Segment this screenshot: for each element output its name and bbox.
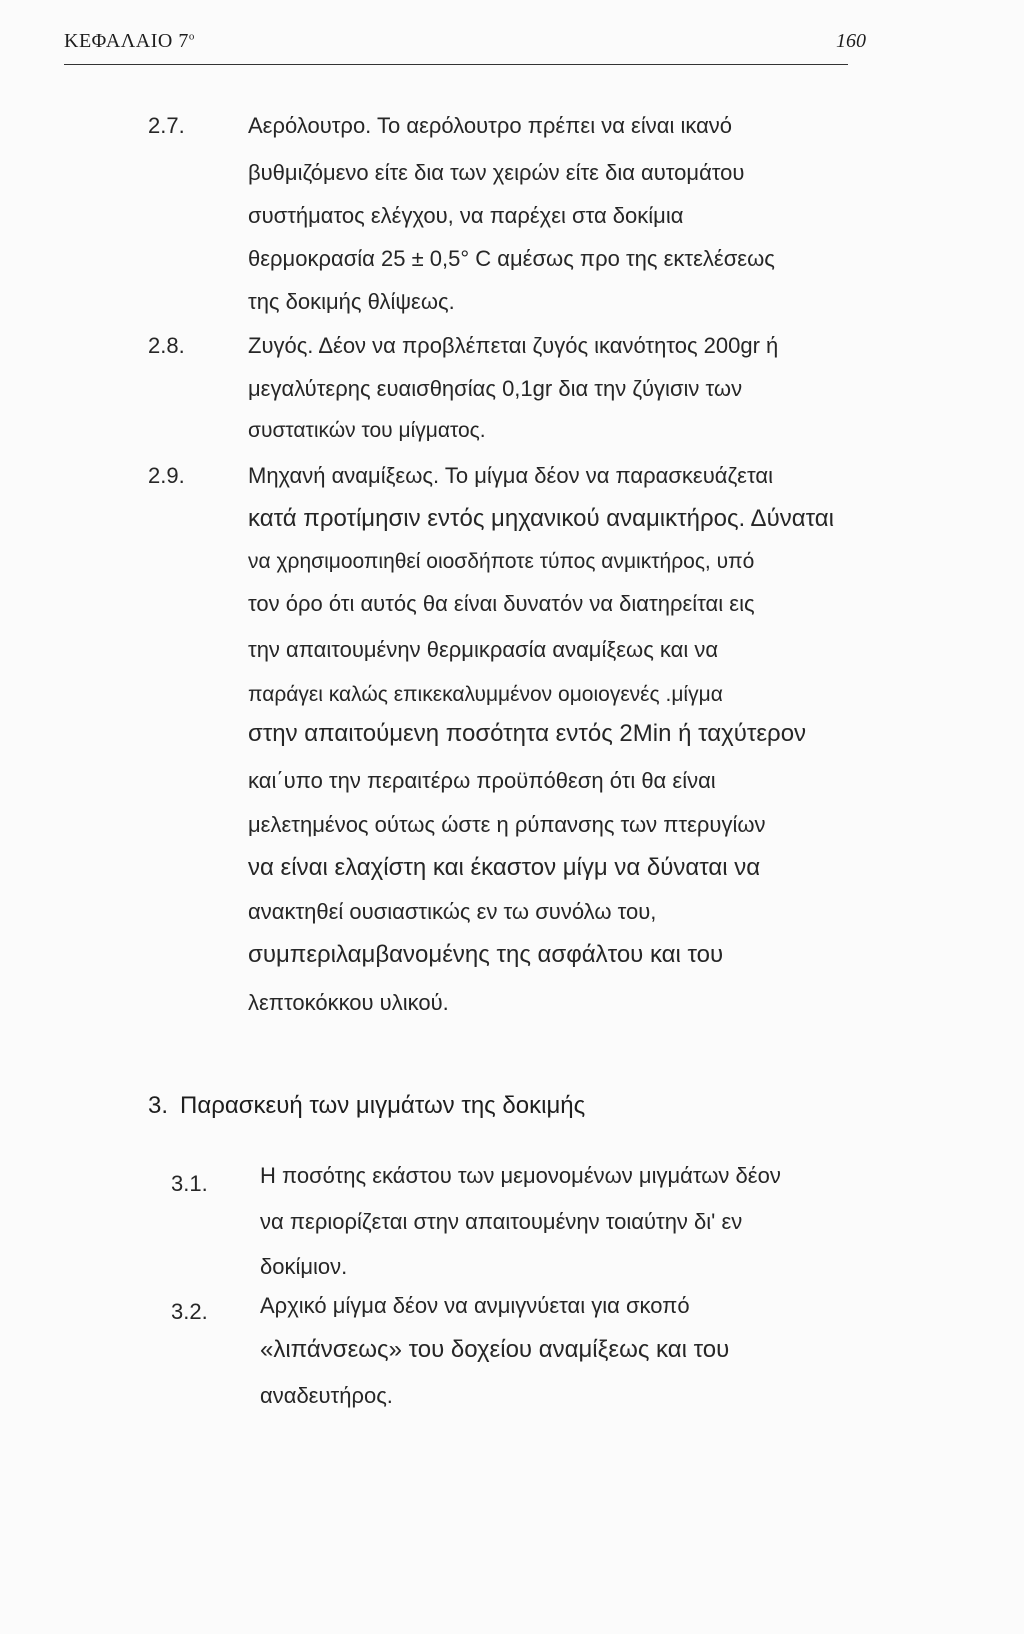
chapter-header [64,30,195,53]
chapter-title: ΚΕΦΑΛΑΙΟ 7 [64,30,189,52]
paragraph-line: Αρχικό μίγμα δέον να ανμιγνύεται για σκοπό [260,1293,690,1318]
paragraph-line: «λιπάνσεως» του δοχείου αναμίξεως και του [260,1336,730,1363]
paragraph-line: συστατικών του μίγματος. [248,419,486,442]
paragraph-line: Αερόλουτρο. Το αερόλουτρο πρέπει να είναι ικανό [248,113,733,138]
paragraph-line: τον όρο ότι αυτός θα είναι δυνατόν να διατηρείται εις [248,591,755,616]
item-number-3-2: 3.2. [171,1299,208,1324]
section-title-3: Παρασκευή των μιγμάτων της δοκιμής [180,1092,586,1119]
paragraph-line: στην απαιτούμενη ποσότητα εντός 2Min ή ταχύτερον [248,720,807,747]
page-number: 160 [836,30,866,52]
paragraph-line: θερμοκρασία 25 ± 0,5° C αμέσως προ της εκτελέσεως [248,246,775,271]
paragraph-line: να είναι ελαχίστη και έκαστον μίγμ να δύναται να [248,854,761,881]
item-number-2-8: 2.8. [148,333,185,358]
paragraph-line: ανακτηθεί ουσιαστικώς εν τω συνόλω του, [248,899,657,924]
header-rule [64,64,848,65]
section-number-3: 3. [148,1092,169,1119]
paragraph-line: την απαιτουμένην θερμικρασία αναμίξεως και να [248,637,719,662]
paragraph-line: συστήματος ελέγχου, να παρέχει στα δοκίμια [248,203,684,228]
paragraph-line: μελετημένος ούτως ώστε η ρύπανσης των πτερυγίων [248,812,766,837]
paragraph-line: της δοκιμής θλίψεως. [248,289,455,314]
paragraph-line: Ζυγός. Δέον να προβλέπεται ζυγός ικανότητος 200gr ή [248,333,779,358]
paragraph-line: δοκίμιον. [260,1254,348,1279]
paragraph-line: να περιορίζεται στην απαιτουμένην τοιαύτην δι' εν [260,1209,743,1234]
paragraph-line: αναδευτήρος. [260,1383,393,1408]
paragraph-line: βυθμιζόμενο είτε δια των χειρών είτε δια αυτομάτου [248,160,745,185]
paragraph-line: Η ποσότης εκάστου των μεμονομένων μιγμάτων δέον [260,1163,781,1188]
paragraph-line: κατά προτίμησιν εντός μηχανικού αναμικτήρος. Δύναται [248,505,834,532]
item-number-2-9: 2.9. [148,463,185,488]
paragraph-line: συμπεριλαμβανομένης της ασφάλτου και του [248,941,724,968]
item-number-2-7: 2.7. [148,113,185,138]
item-number-3-1: 3.1. [171,1171,208,1196]
paragraph-line: να χρησιμοοπιηθεί οιοσδήποτε τύπος ανμικτήρος, υπό [248,550,755,573]
paragraph-line: και΄υπο την περαιτέρω προϋπόθεση ότι θα είναι [248,768,716,793]
paragraph-line: παράγει καλώς επικεκαλυμμένον ομοιογενές .μίγμα [248,683,723,706]
paragraph-line: Μηχανή αναμίξεως. Το μίγμα δέον να παρασκευάζεται [248,463,773,488]
chapter-superscript: ο [188,30,195,43]
paragraph-line: λεπτοκόκκου υλικού. [248,990,449,1015]
paragraph-line: μεγαλύτερης ευαισθησίας 0,1gr δια την ζύγισιν των [248,376,743,401]
